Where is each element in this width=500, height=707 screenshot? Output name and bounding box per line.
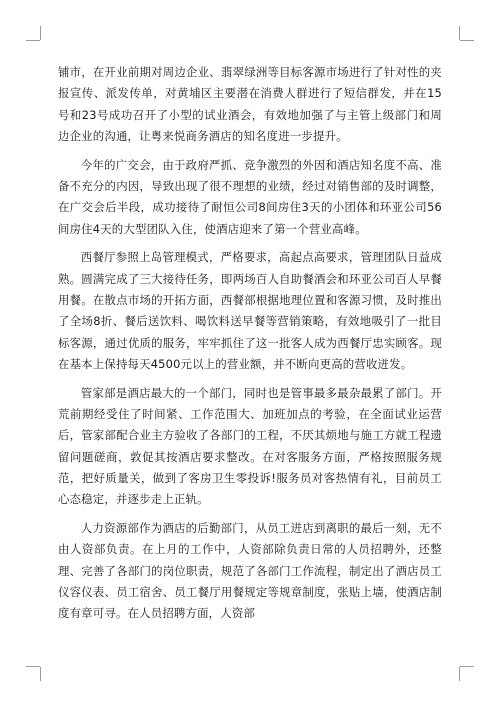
- paragraph-5: 人力资源部作为酒店的后勤部门，从员工进店到离职的最后一刻，无不由人资部负责。在上月的工作中，人资部除负责日常的人员招聘外，还整理、完善了各部门的岗位职责，规范了各部门工作流程，制定出了酒店员工仪容仪表、员工宿舍、员工餐厅用餐规定等规章制度，张贴上墙，使酒店制度有章可寻。在人员招聘方面，人资部: [58, 520, 442, 621]
- crop-mark-top-right-h: [460, 40, 474, 41]
- crop-mark-bottom-left-v: [40, 667, 41, 681]
- crop-mark-top-right-v: [459, 26, 460, 40]
- paragraph-1: 铺市，在开业前期对周边企业、翡翠绿洲等目标客源市场进行了针对性的夹报宣传、派发传单，对黄埔区主要潜在消费人群进行了短信群发，并在15号和23号成功召开了小型的试业酒会，有效地加强了与主管上级部门和周边企业的沟通，让粤来悦商务酒店的知名度进一步提升。: [58, 65, 442, 143]
- paragraph-2: 今年的广交会，由于政府严抓、竞争激烈的外因和酒店知名度不高、准备不充分的内因，导致出现了很不理想的业绩，经过对销售部的及时调整，在广交会后半段，成功接待了耐恒公司8间房住3天的小团体和环亚公司56间房住4天的大型团队入住，使酒店迎来了第一个营业高峰。: [58, 157, 442, 236]
- paragraph-3: 西餐厅参照上岛管理模式，严格要求，高起点高要求，管理团队日益成熟。圆满完成了三大接待任务，即两场百人自助餐酒会和环亚公司百人早餐用餐。在散点市场的开拓方面，西餐部根据地理位置和客源习惯，及时推出了全场8折、餐后送饮料、喝饮料送早餐等营销策略，有效地吸引了一批目标客源，通过优质的服务，牢牢抓住了这一批客人成为西餐厅忠实顾客。现在基本上保持每天4500元以上的营业额，并不断向更高的营收迸发。: [58, 250, 442, 371]
- document-body: [58, 62, 442, 632]
- crop-mark-bottom-right-v: [459, 667, 460, 681]
- crop-mark-top-left-h: [26, 40, 40, 41]
- crop-mark-bottom-left-h: [26, 666, 40, 667]
- paragraph-4: 管家部是酒店最大的一个部门，同时也是管事最多最杂最累了部门。开荒前期经受住了时间紧、工作范围大、加班加点的考验，在全面试业运营后，管家部配合业主方验收了各部门的工程，不厌其烦地与施工方就工程遗留问题磋商，敦促其按酒店要求整改。在对客服务方面，严格按照服务规范，把好质量关，做到了客房卫生零投诉!服务员对客热情有礼，目前员工心态稳定，并逐步走上正轨。: [58, 385, 442, 507]
- crop-mark-top-left-v: [40, 26, 41, 40]
- crop-mark-bottom-right-h: [460, 666, 474, 667]
